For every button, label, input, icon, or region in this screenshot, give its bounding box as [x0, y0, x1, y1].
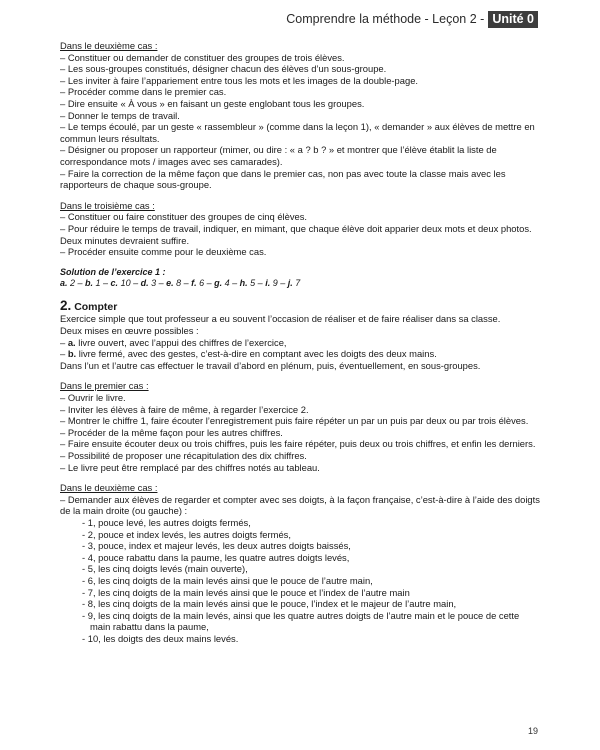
page-header — [286, 10, 538, 28]
block2-heading: Dans le troisième cas : — [60, 199, 155, 211]
header-title: Comprendre la méthode - Leçon 2 - — [286, 12, 485, 26]
option-item: – b. livre fermé, avec des gestes, c’est-à-dire en comptant avec les doigts des deux mains. — [60, 348, 437, 360]
list-item: – Dire ensuite « À vous » en faisant un geste englobant tous les groupes. — [60, 97, 365, 109]
section-title — [60, 297, 540, 314]
option-item: – a. livre ouvert, avec l’appui des chiffres de l’exercice, — [60, 336, 287, 348]
block1-list — [60, 52, 540, 191]
list-item: – Désigner ou proposer un rapporteur (mimer, ou dire : « a ? b ? » et montrer que l’élève établit la liste de correspondance mots / images avec ses camarades). — [60, 144, 497, 167]
list-item: – Le temps écoulé, par un geste « rassembleur » (comme dans la leçon 1), « demander » aux élèves de mettre en commun leurs résultats. — [60, 121, 535, 144]
list-item: – Les inviter à faire l’appariement entre tous les mots et les images de la double-page. — [60, 74, 419, 86]
list-item: – Constituer ou faire constituer des groupes de cinq élèves. — [60, 211, 308, 223]
list-item: – Constituer ou demander de constituer des groupes de trois élèves. — [60, 51, 345, 63]
list-item: - 4, pouce rabattu dans la paume, les quatre autres doigts levés, — [82, 551, 350, 563]
page-number: 19 — [527, 726, 538, 736]
list-item: – Faire ensuite écouter deux ou trois chiffres, puis les faire répéter, puis deux ou trois chiffres, et enfin les derniers. — [60, 438, 536, 450]
list-item: - 5, les cinq doigts levés (main ouverte), — [82, 563, 248, 575]
list-item: – Procéder comme dans le premier cas. — [60, 86, 227, 98]
list-item: – Procéder ensuite comme pour le deuxième cas. — [60, 246, 267, 258]
solution-title: Solution de l’exercice 1 : — [60, 266, 166, 277]
block1-heading: Dans le deuxième cas : — [60, 40, 158, 51]
section-intro: Exercice simple que tout professeur a eu souvent l’occasion de réaliser et de faire réaliser dans sa classe. — [60, 313, 501, 325]
list-item: – Faire la correction de la même façon que dans le premier cas, non pas avec toute la classe mais avec les rapporteurs de chaque sous-groupe. — [60, 167, 506, 191]
list-item: – Donner le temps de travail. — [60, 109, 180, 121]
list-item: - 8, les cinq doigts de la main levés ainsi que le pouce, l’index et le majeur de l’autre main, — [82, 598, 457, 610]
section-intro: Deux mises en œuvre possibles : — [60, 325, 199, 337]
list-item: - 7, les cinq doigts de la main levés ainsi que le pouce et l’index de l’autre main — [82, 586, 410, 598]
page-content — [60, 40, 540, 645]
section-number: 2. — [60, 297, 72, 313]
section-outro: Dans l’un et l’autre cas effectuer le travail d’abord en plénum, puis, éventuellement, en sous-groupes. — [60, 359, 481, 371]
block4-heading: Dans le deuxième cas : — [60, 482, 158, 494]
list-item: – Montrer le chiffre 1, faire écouter l’enregistrement puis faire répéter un par un puis par deux ou par trois élèves. — [60, 415, 529, 427]
section-name: Compter — [74, 300, 118, 313]
list-item: – Ouvrir le livre. — [60, 392, 126, 404]
list-item: – Les sous-groupes constitués, désigner chacun des élèves d’un sous-groupe. — [60, 63, 387, 75]
list-item: - 1, pouce levé, les autres doigts fermés, — [82, 516, 251, 528]
block4-intro: – Demander aux élèves de regarder et compter avec ses doigts, à la façon française, c’est-à-dire à l’aide des doigts de la main droite (ou gauche) : — [60, 493, 540, 517]
list-item: - 2, pouce et index levés, les autres doigts fermés, — [82, 528, 291, 540]
list-item: - 10, les doigts des deux mains levés. — [82, 632, 239, 644]
block3-heading: Dans le premier cas : — [60, 380, 149, 392]
block2-list — [60, 211, 540, 257]
block3-list — [60, 392, 540, 473]
list-item: – Inviter les élèves à faire de même, à regarder l’exercice 2. — [60, 403, 309, 415]
list-item: - 9, les cinq doigts de la main levés, ainsi que les quatre autres doigts de l’autre main et le pouce de cette main rabattu dans la paume, — [82, 609, 520, 633]
solution-answers: a. 2 – b. 1 – c. 10 – d. 3 – e. 8 – f. 6 – g. 4 – h. 5 – i. 9 – j. 7 — [60, 278, 301, 289]
block4-list — [60, 517, 540, 645]
list-item: – Possibilité de proposer une récapitulation des dix chiffres. — [60, 450, 307, 461]
list-item: – Pour réduire le temps de travail, indiquer, en mimant, que chaque élève doit apparier deux mots et deux photos. Deux minutes devraient suffire. — [60, 222, 532, 246]
list-item: - 6, les cinq doigts de la main levés ainsi que le pouce de l’autre main, — [82, 574, 373, 586]
unit-badge: Unité 0 — [488, 11, 538, 28]
list-item: – Procéder de la même façon pour les autres chiffres. — [60, 426, 283, 438]
list-item: – Le livre peut être remplacé par des chiffres notés au tableau. — [60, 461, 320, 473]
list-item: - 3, pouce, index et majeur levés, les deux autres doigts baissés, — [82, 540, 351, 552]
